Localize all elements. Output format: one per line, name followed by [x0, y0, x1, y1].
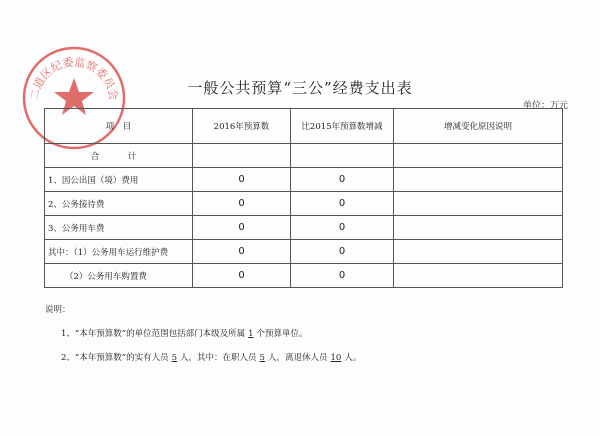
note-2-mid2: 人，离退休人员: [267, 353, 328, 363]
row-item: 2、公务接待费: [45, 192, 193, 216]
row-item: （2）公务用车购置费: [45, 264, 193, 288]
row-budget: [193, 144, 291, 168]
note-1-prefix: 1、“本年预算数”的单位范围包括部门本级及所属: [61, 329, 246, 339]
note-2-prefix: 2、“本年预算数”的实有人员: [61, 353, 169, 363]
row-change: 0: [291, 168, 394, 192]
row-reason: [394, 240, 563, 264]
note-2: [45, 346, 361, 370]
table-row: [45, 264, 563, 288]
notes-section: [45, 298, 361, 370]
row-change: 0: [291, 240, 394, 264]
header-item: 项 目: [45, 109, 193, 144]
note-2-actual-staff: 5: [171, 353, 178, 363]
row-item: 合 计: [45, 144, 193, 168]
row-item: 3、公务用车费: [45, 216, 193, 240]
row-budget: 0: [193, 168, 291, 192]
row-budget: 0: [193, 216, 291, 240]
header-reason: 增减变化原因说明: [394, 109, 563, 144]
header-budget: 2016年预算数: [193, 109, 291, 144]
row-change: 0: [291, 192, 394, 216]
note-2-active-staff: 5: [259, 353, 265, 363]
row-reason: [394, 192, 563, 216]
row-reason: [394, 216, 563, 240]
row-reason: [394, 264, 563, 288]
row-reason: [394, 144, 563, 168]
note-1-unit-count: 1: [248, 329, 254, 339]
row-change: 0: [291, 264, 394, 288]
unit-label: 单位：万元: [522, 101, 568, 111]
row-item: 其中：（1）公务用车运行维护费: [45, 240, 193, 264]
expense-table: [44, 108, 563, 288]
table-row: [45, 168, 563, 192]
table-row: [45, 192, 563, 216]
row-budget: 0: [193, 264, 291, 288]
row-reason: [394, 168, 563, 192]
page-title: 一般公共预算“三公”经费支出表: [187, 79, 413, 97]
table-row: [45, 144, 563, 168]
row-budget: 0: [193, 240, 291, 264]
row-budget: 0: [193, 192, 291, 216]
notes-heading: 说明：: [45, 305, 71, 315]
note-1-suffix: 个预算单位。: [256, 329, 308, 339]
table-row: [45, 240, 563, 264]
note-1: [45, 322, 361, 346]
row-change: 0: [291, 216, 394, 240]
note-2-mid1: 人，其中：在职人员: [180, 353, 257, 363]
table-header-row: [45, 109, 563, 144]
table-row: [45, 216, 563, 240]
note-2-suffix: 人。: [344, 353, 362, 363]
note-2-retired-staff: 10: [330, 353, 342, 363]
row-change: [291, 144, 394, 168]
svg-text:二道区纪委监察委员会: 二道区纪委监察委员会: [27, 55, 121, 102]
header-change: 比2015年预算数增减: [291, 109, 394, 144]
row-item: 1、因公出国（境）费用: [45, 168, 193, 192]
